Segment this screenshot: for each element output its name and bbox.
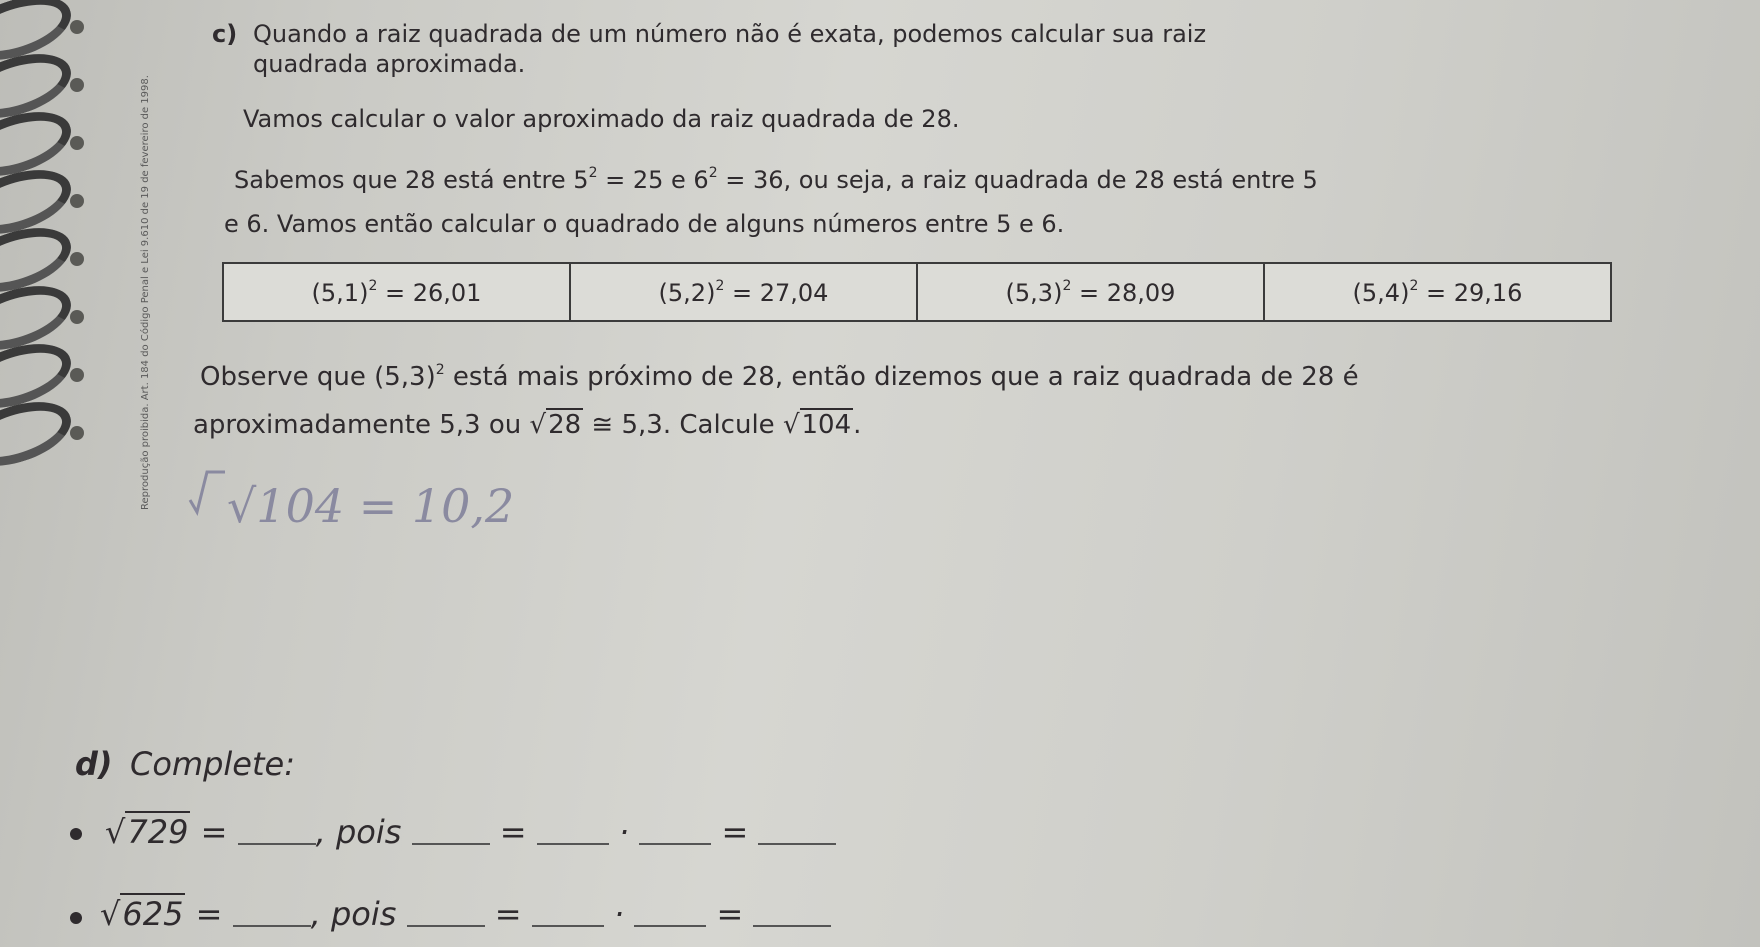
bullet-icon [70, 912, 82, 924]
observe-line1 [200, 362, 1359, 392]
binding-hole [70, 136, 84, 150]
equals-sign: = [190, 813, 228, 851]
observe-text: Observe que [200, 362, 375, 392]
binding-hole [70, 368, 84, 382]
cell-exponent: 2 [1062, 277, 1072, 294]
observe-base: (5,3) [374, 362, 436, 392]
power-result: = 25 e [597, 166, 694, 194]
line4-text: Sabemos que 28 está entre [234, 166, 574, 194]
observe-exponent: 2 [435, 362, 445, 378]
table-row [223, 263, 1611, 321]
power-base: 5 [573, 166, 589, 194]
cell-result: = 28,09 [1071, 278, 1176, 307]
equals-sign: = [716, 895, 744, 933]
answer-blank[interactable] [238, 821, 316, 845]
binding-hole [70, 426, 84, 440]
answer-blank[interactable] [233, 903, 311, 927]
cell-base: (5,2) [658, 278, 716, 307]
equals-sign: = [721, 813, 749, 851]
observe-line2 [193, 410, 861, 440]
answer-blank[interactable] [412, 821, 490, 845]
item-d-title: Complete: [130, 745, 295, 783]
observe2-mid: ≅ 5,3. Calcule [583, 410, 783, 440]
binding-hole [70, 78, 84, 92]
table-cell [1264, 263, 1611, 321]
power-exponent: 2 [588, 165, 598, 181]
item-c-line1: Quando a raiz quadrada de um número não é exata, podemos calcular sua raiz [253, 20, 1207, 48]
item-c-line3: Vamos calcular o valor aproximado da raiz quadrada de 28. [243, 105, 960, 133]
equals-sign: = [499, 813, 527, 851]
item-c-line4 [234, 165, 1318, 194]
equals-sign: = [185, 895, 223, 933]
answer-blank[interactable] [407, 903, 485, 927]
radicand-729: 729 [127, 813, 189, 851]
item-c-line5: e 6. Vamos então calcular o quadrado de alguns números entre 5 e 6. [224, 210, 1065, 238]
power-result: = 36 [717, 166, 784, 194]
radicand-104: 104 [801, 410, 852, 440]
answer-blank[interactable] [532, 903, 604, 927]
table-cell [917, 263, 1264, 321]
complete-row-625 [100, 895, 831, 933]
multiply-dot: · [618, 813, 630, 851]
power-base: 6 [693, 166, 709, 194]
radicand-28: 28 [548, 410, 582, 440]
cell-result: = 26,01 [377, 278, 482, 307]
complete-row-729 [105, 813, 836, 851]
answer-blank[interactable] [634, 903, 706, 927]
binding-hole [70, 252, 84, 266]
pois-text: , pois [310, 895, 397, 933]
cell-result: = 27,04 [724, 278, 829, 307]
table-cell [570, 263, 917, 321]
equals-sign: = [494, 895, 522, 933]
radicand-625: 625 [122, 895, 184, 933]
observe-text-end: está mais próximo de 28, então dizemos que a raiz quadrada de 28 é [444, 362, 1359, 392]
cell-exponent: 2 [1409, 277, 1419, 294]
observe2-text: aproximadamente 5,3 ou [193, 410, 530, 440]
cell-base: (5,1) [311, 278, 369, 307]
line4-text-end: , ou seja, a raiz quadrada de 28 está entre 5 [783, 166, 1318, 194]
hand-sqrt-stroke [190, 472, 225, 512]
item-d-label: d) [75, 745, 113, 783]
answer-blank[interactable] [537, 821, 609, 845]
item-c-line2: quadrada aproximada. [253, 50, 526, 78]
sqrt-104: √104 [782, 410, 852, 440]
cell-result: = 29,16 [1418, 278, 1523, 307]
observe2-period: . [853, 410, 862, 440]
handwritten-answer [185, 460, 525, 540]
sqrt-729: √729 [105, 813, 189, 851]
bullet-icon [70, 828, 82, 840]
item-c-label: c) [212, 20, 238, 48]
binding-hole [70, 194, 84, 208]
squares-table [222, 262, 1612, 322]
answer-blank[interactable] [639, 821, 711, 845]
table-cell [223, 263, 570, 321]
binding-hole [70, 310, 84, 324]
hand-text: √104 = 10,2 [227, 479, 515, 533]
power-exponent: 2 [708, 165, 718, 181]
cell-base: (5,4) [1352, 278, 1410, 307]
answer-blank[interactable] [758, 821, 836, 845]
copyright-margin-note: Reprodução proibida. Art. 184 do Código Penal e Lei 9.610 de 19 de fevereiro de 1998. [140, 75, 151, 510]
spiral-binding [0, 0, 150, 500]
sqrt-28: √28 [529, 410, 582, 440]
cell-base: (5,3) [1005, 278, 1063, 307]
sqrt-625: √625 [100, 895, 184, 933]
answer-blank[interactable] [753, 903, 831, 927]
binding-hole [70, 20, 84, 34]
cell-exponent: 2 [715, 277, 725, 294]
pois-text: , pois [315, 813, 402, 851]
cell-exponent: 2 [368, 277, 378, 294]
multiply-dot: · [613, 895, 625, 933]
